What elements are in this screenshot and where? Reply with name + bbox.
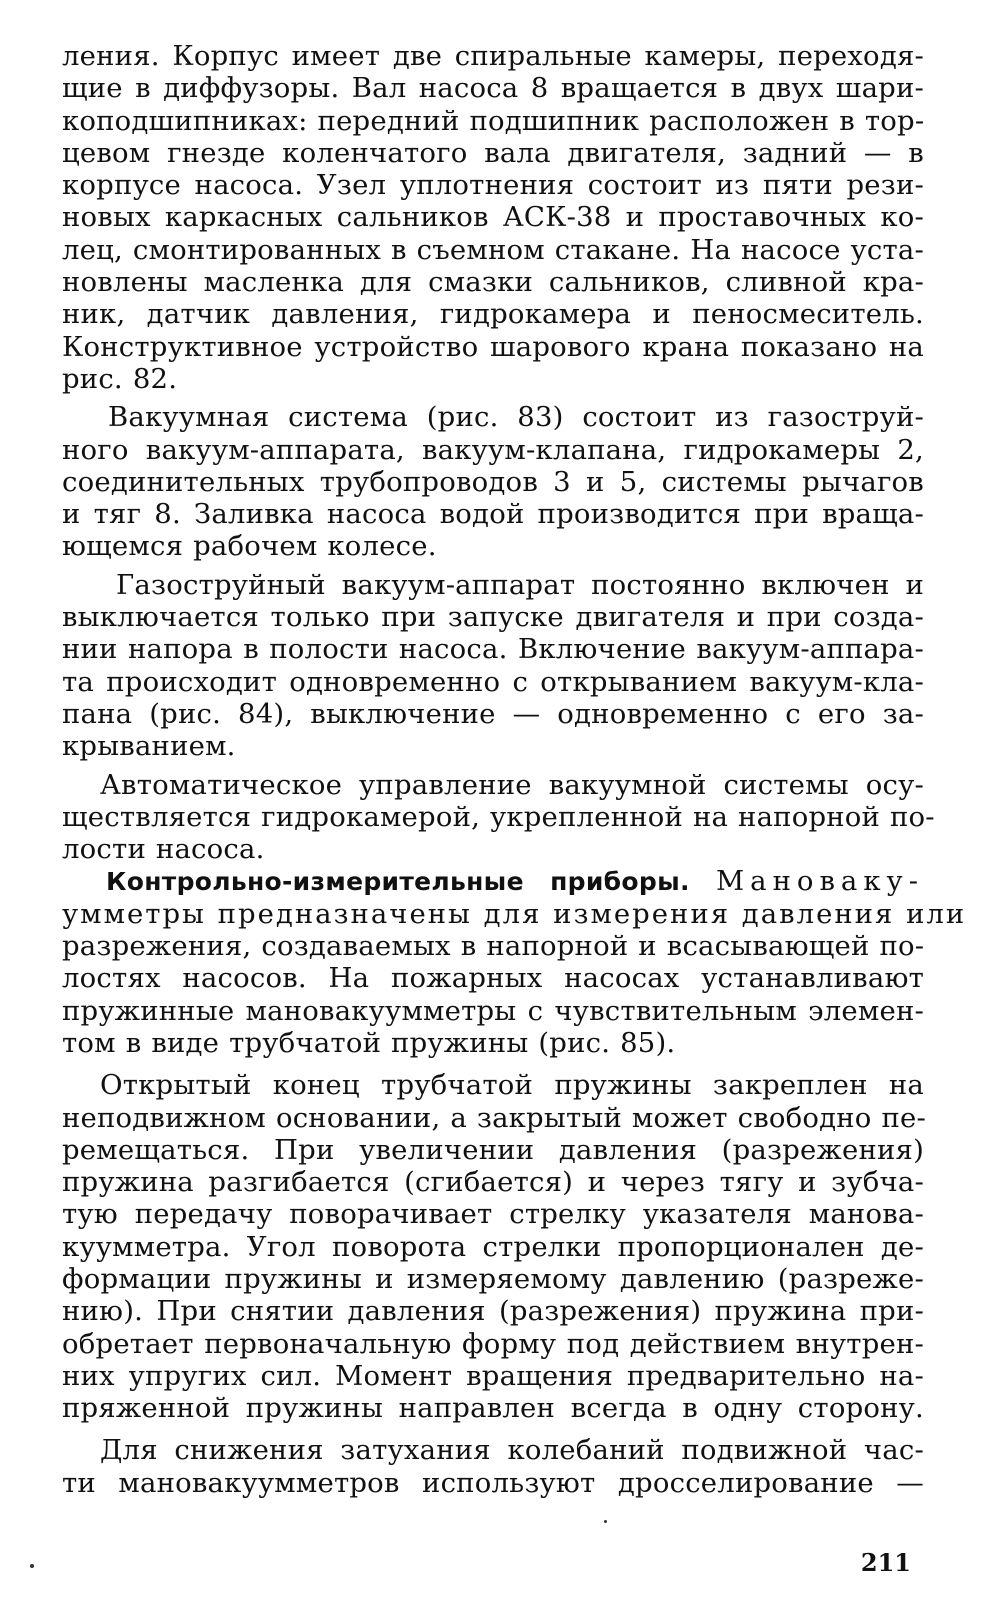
text-line: том в виде трубчатой пружины (рис. 85). <box>62 1026 676 1059</box>
text-line: тую передачу поворачивает стрелку указателя манова- <box>62 1198 924 1231</box>
paragraph-2 <box>62 401 924 562</box>
paragraph-7 <box>62 1434 924 1499</box>
section-heading-tail: Мановаку- <box>716 865 924 898</box>
text-line: нию). При снятии давления (разрежения) пружина при- <box>62 1295 924 1328</box>
text-line: Газоструйный вакуум-аппарат постоянно включен и <box>116 568 924 601</box>
text-line: Открытый конец трубчатой пружины закреплен на <box>100 1069 924 1102</box>
text-line: пружинные мановакуумметры с чувствительным элемен- <box>62 994 924 1027</box>
text-line: рис. 82. <box>62 362 178 395</box>
text-line: выключается только при запуске двигателя и при созда- <box>62 601 924 634</box>
text-line: щие в диффузоры. Вал насоса 8 вращается в двух шари- <box>62 72 924 105</box>
text-line: пана (рис. 84), выключение — одновременно с его за- <box>62 697 924 730</box>
text-line: разрежения, создаваемых в напорной и всасывающей по- <box>62 930 925 963</box>
text-line: крыванием. <box>62 730 236 763</box>
text-line: ществляется гидрокамерой, укрепленной на напорной по- <box>62 800 935 833</box>
text-line: лости насоса. <box>62 833 265 866</box>
text-line: куумметра. Угол поворота стрелки пропорционален де- <box>62 1230 924 1263</box>
paragraph-6 <box>62 1069 924 1424</box>
text-line: и тяг 8. Заливка насоса водой производится при враща- <box>62 498 924 531</box>
text-line: ного вакуум-аппарата, вакуум-клапана, гидрокамеры 2, <box>62 433 924 466</box>
paragraph-1 <box>62 40 924 395</box>
text-line: лостях насосов. На пожарных насосах устанавливают <box>62 962 924 995</box>
text-line: новых каркасных сальников АСК-38 и проставочных ко- <box>62 201 924 234</box>
page-number: 211 <box>860 1548 911 1577</box>
text-line: пружина разгибается (сгибается) и через тягу и зубча- <box>62 1166 924 1199</box>
text-line: корпусе насоса. Узел уплотнения состоит из пяти рези- <box>62 169 924 202</box>
paragraph-3 <box>62 569 924 763</box>
paragraph-5 <box>62 865 967 1059</box>
text-line: соединительных трубопроводов 3 и 5, системы рычагов <box>62 465 924 498</box>
text-line: ти мановакуумметров используют дросселирование — <box>62 1466 924 1499</box>
print-speck <box>604 1520 607 1523</box>
page-body <box>62 40 967 1499</box>
text-line: та происходит одновременно с открыванием вакуум-кла- <box>62 665 924 698</box>
text-line: нии напора в полости насоса. Включение вакуум-аппара- <box>62 633 924 666</box>
text-line: пряженной пружины направлен всегда в одну сторону. <box>62 1392 924 1425</box>
text-line: ремещаться. При увеличении давления (разрежения) <box>62 1133 924 1166</box>
text-line: новлены масленка для смазки сальников, сливной кра- <box>62 266 924 299</box>
text-line: лец, смонтированных в съемном стакане. На насосе уста- <box>62 233 924 266</box>
section-heading: Контрольно-измерительные приборы. <box>106 867 690 897</box>
text-line: ющемся рабочем колесе. <box>62 530 437 563</box>
text-line: обретает первоначальную форму под действием внутрен- <box>62 1327 924 1360</box>
text-line: цевом гнезде коленчатого вала двигателя, задний — в <box>62 136 924 169</box>
text-line: ник, датчик давления, гидрокамера и пеносмеситель. <box>62 298 924 331</box>
text-line: неподвижном основании, а закрытый может свободно пе- <box>62 1101 926 1134</box>
text-line: Для снижения затухания колебаний подвижной час- <box>100 1434 924 1467</box>
text-line: Вакуумная система (рис. 83) состоит из газоструй- <box>108 401 924 434</box>
text-line: умметры предназначены для измерения давления или <box>62 897 967 930</box>
text-line: ления. Корпус имеет две спиральные камеры, переходя- <box>62 40 924 72</box>
text-line: формации пружины и измеряемому давлению (разреже- <box>62 1262 924 1295</box>
print-speck <box>30 1564 34 1568</box>
text-line: коподшипниках: передний подшипник расположен в тор- <box>62 104 925 137</box>
paragraph-4 <box>62 768 935 866</box>
heading-line <box>62 865 924 897</box>
text-line: них упругих сил. Момент вращения предварительно на- <box>62 1359 924 1392</box>
text-line: Автоматическое управление вакуумной системы осу- <box>100 768 924 801</box>
text-line: Конструктивное устройство шарового крана показано на <box>62 330 924 363</box>
